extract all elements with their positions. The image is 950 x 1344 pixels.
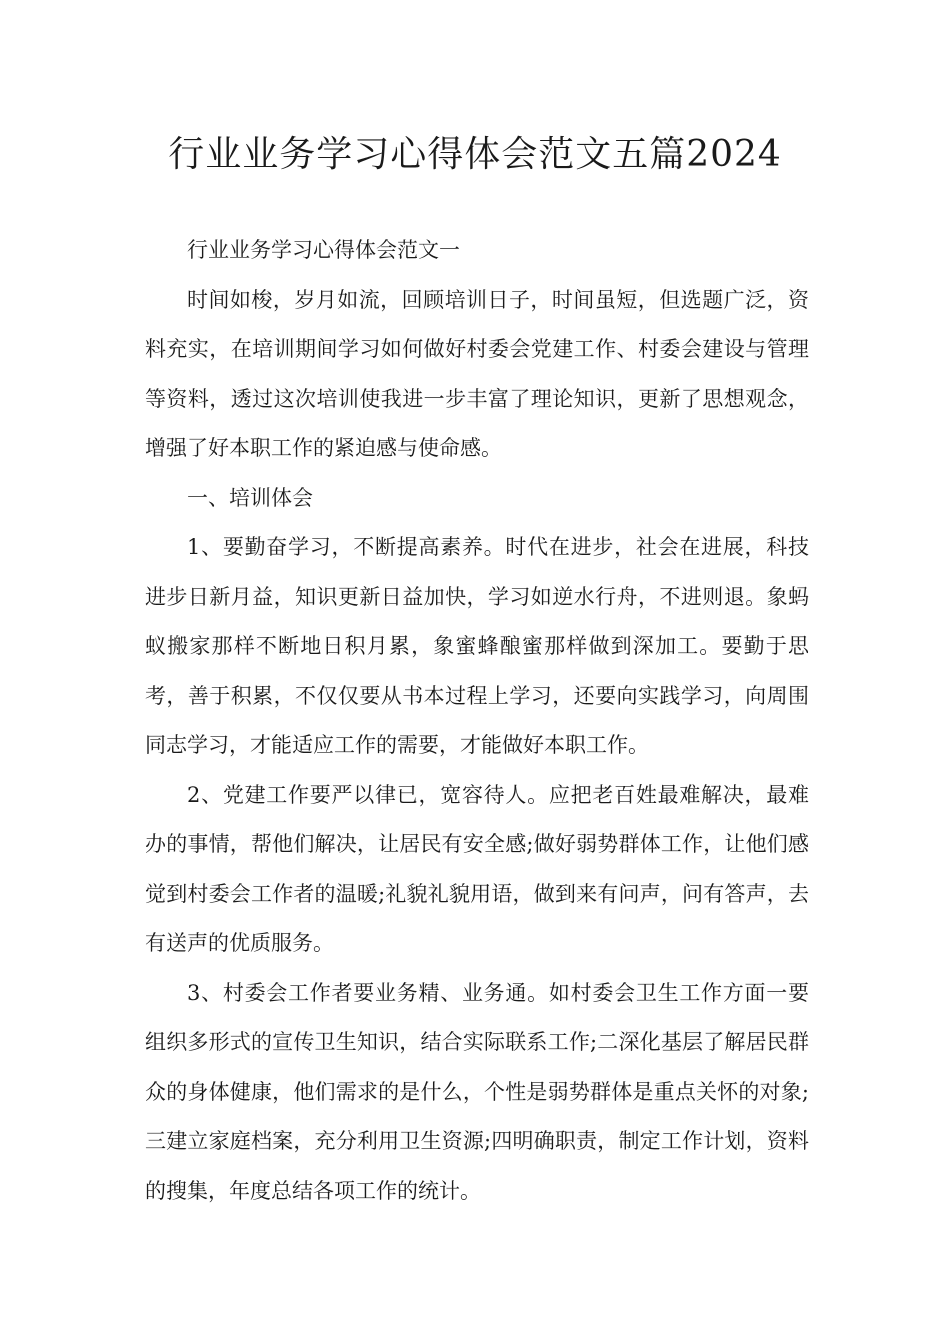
section-heading: 行业业务学习心得体会范文一: [187, 238, 460, 262]
paragraph: 3、村委会工作者要业务精、业务通。如村委会卫生工作方面一要组织多形式的宣传卫生知识，结合实际联系工作;二深化基层了解居民群众的身体健康，他们需求的是什么，个性是弱势群体是重点关怀的对象;三建立家庭档案，充分利用卫生资源;四明确职责，制定工作计划，资料的搜集，年度总结各项工作的统计。: [145, 980, 809, 1203]
paragraph: 1、要勤奋学习，不断提高素养。时代在进步，社会在进展，科技进步日新月益，知识更新日益加快，学习如逆水行舟，不进则退。象蚂蚁搬家那样不断地日积月累，象蜜蜂酿蜜那样做到深加工。要勤于思考，善于积累，不仅仅要从书本过程上学习，还要向实践学习，向周围同志学习，才能适应工作的需要，才能做好本职工作。: [145, 535, 809, 757]
section-heading: 一、培训体会: [187, 485, 313, 510]
document-body: [145, 226, 809, 1216]
document-title: 行业业务学习心得体会范文五篇2024: [168, 134, 782, 175]
paragraph: 时间如梭，岁月如流，回顾培训日子，时间虽短，但选题广泛，资料充实，在培训期间学习如何做好村委会党建工作、村委会建设与管理等资料，透过这次培训使我进一步丰富了理论知识，更新了思想观念，增强了好本职工作的紧迫感与使命感。: [145, 287, 809, 460]
paragraph: 2、党建工作要严以律已，宽容待人。应把老百姓最难解决，最难办的事情，帮他们解决，让居民有安全感;做好弱势群体工作，让他们感觉到村委会工作者的温暖;礼貌礼貌用语，做到来有问声，问有答声，去有送声的优质服务。: [145, 782, 809, 955]
